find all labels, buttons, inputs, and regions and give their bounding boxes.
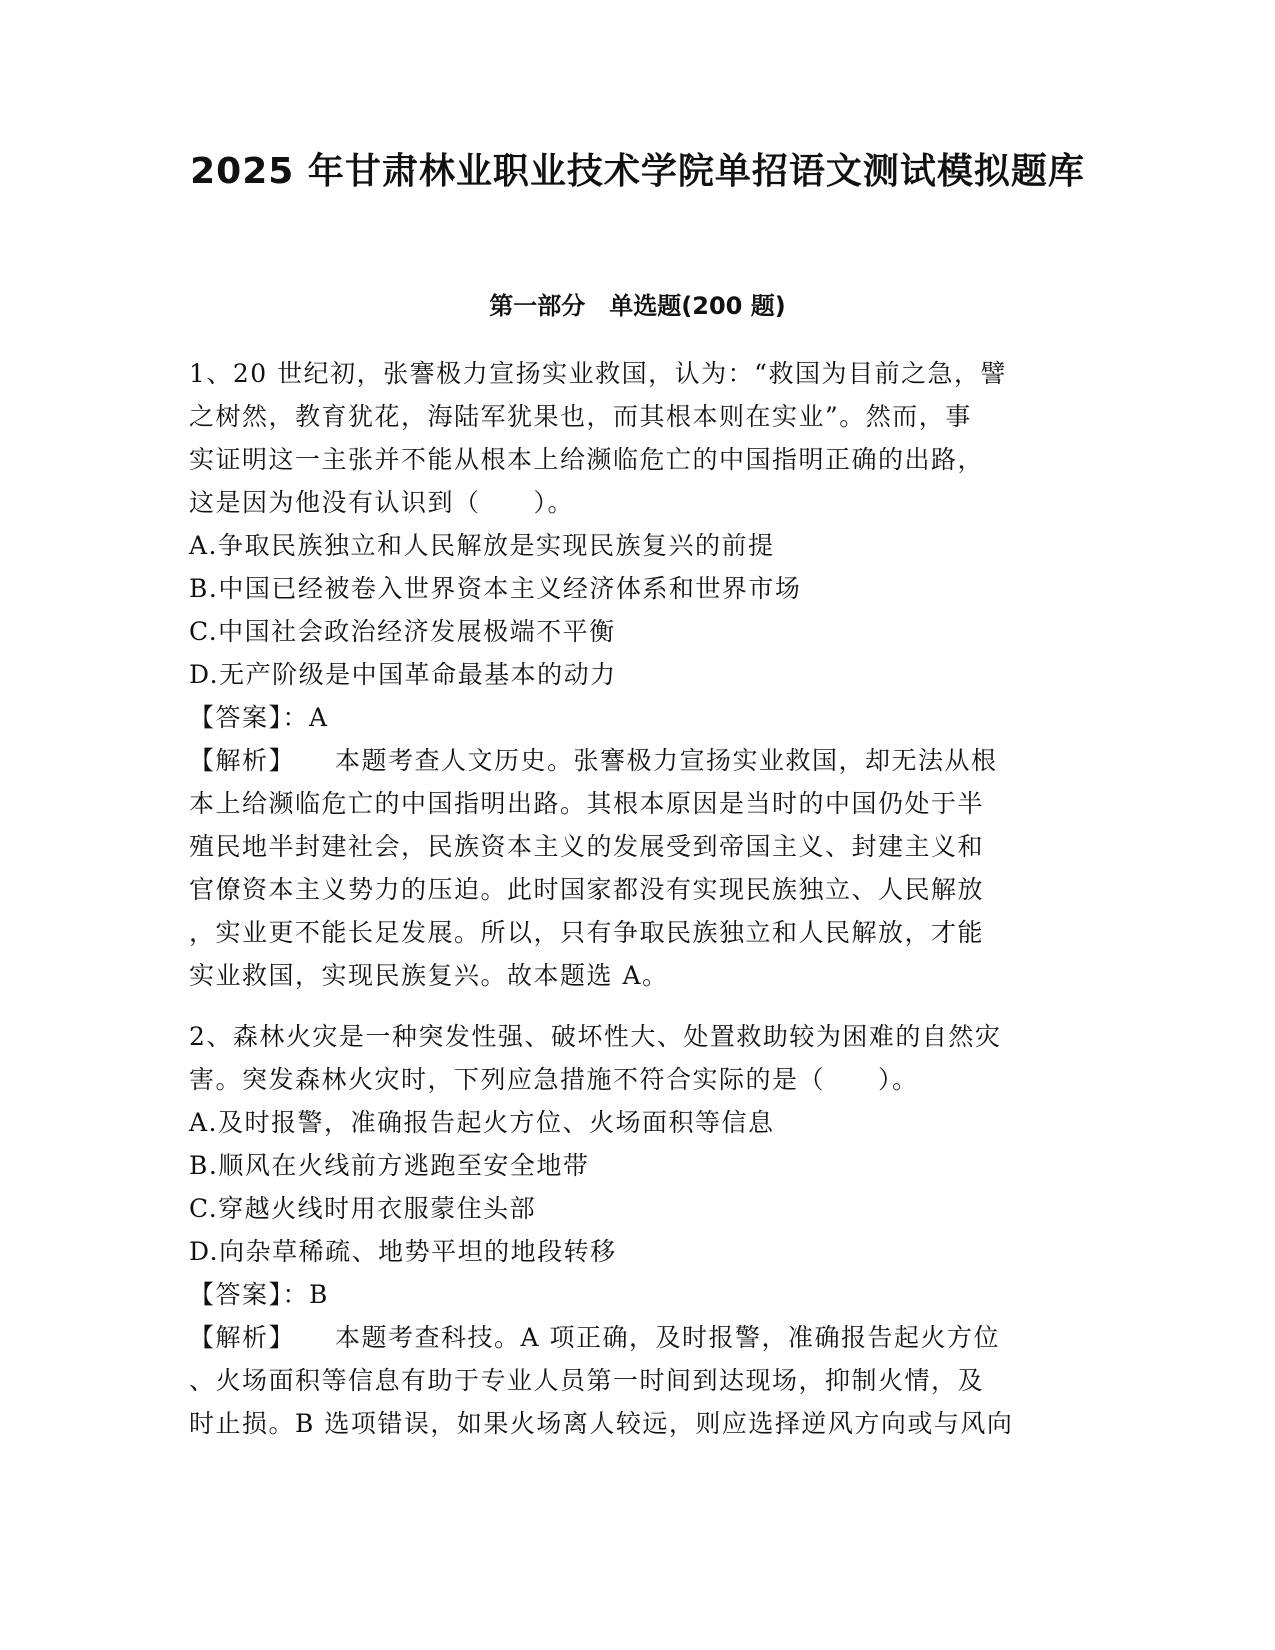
analysis-line: 殖民地半封建社会，民族资本主义的发展受到帝国主义、封建主义和 [189,832,985,861]
answer-label: 【答案】： [189,703,310,732]
analysis-line: 实业救国，实现民族复兴。故本题选 A。 [189,961,669,990]
question-2 [189,1015,1089,1445]
analysis-line: 、火场面积等信息有助于专业人员第一时间到达现场，抑制火情，及 [189,1366,985,1395]
question-list [189,352,1089,1445]
question-stem-line: 1、20 世纪初，张謇极力宣扬实业救国，认为：“救国为目前之急，譬 [189,359,1007,388]
analysis-label: 【解析】 [189,1323,296,1352]
option-a: A.争取民族独立和人民解放是实现民族复兴的前提 [189,531,775,560]
answer-label: 【答案】： [189,1280,310,1309]
analysis-line [189,1316,1089,1359]
question-stem-line: 害。突发森林火灾时，下列应急措施不符合实际的是（ ）。 [189,1065,919,1094]
answer-value: B [309,1280,329,1309]
section-title: 第一部分 单选题(200 题) [489,292,786,320]
option-b: B.中国已经被卷入世界资本主义经济体系和世界市场 [189,574,802,603]
question-stem-line: 2、森林火灾是一种突发性强、破坏性大、处置救助较为困难的自然灾 [189,1022,1002,1051]
analysis-line: 官僚资本主义势力的压迫。此时国家都没有实现民族独立、人民解放 [189,875,985,904]
option-d: D.无产阶级是中国革命最基本的动力 [189,660,617,689]
option-c: C.穿越火线时用衣服蒙住头部 [189,1194,537,1223]
analysis-text: 本题考查科技。A 项正确，及时报警，准确报告起火方位 [335,1323,1001,1352]
analysis-line: ，实业更不能长足发展。所以，只有争取民族独立和人民解放，才能 [189,918,985,947]
analysis-line [189,739,1089,782]
document-title: 2025 年甘肃林业职业技术学院单招语文测试模拟题库 [190,151,1085,192]
analysis-text: 本题考查人文历史。张謇极力宣扬实业救国，却无法从根 [335,746,998,775]
question-1 [189,352,1089,997]
option-d: D.向杂草稀疏、地势平坦的地段转移 [189,1237,617,1266]
option-b: B.顺风在火线前方逃跑至安全地带 [189,1151,590,1180]
option-a: A.及时报警，准确报告起火方位、火场面积等信息 [189,1108,775,1137]
question-spacer [189,997,1089,1015]
analysis-line: 时止损。B 选项错误，如果火场离人较远，则应选择逆风方向或与风向 [189,1409,1014,1438]
question-stem-line: 这是因为他没有认识到（ ）。 [189,488,575,517]
answer-line [189,696,1089,739]
analysis-label: 【解析】 [189,746,296,775]
question-stem-line: 之树然，教育犹花，海陆军犹果也，而其根本则在实业”。然而，事 [189,402,972,431]
analysis-line: 本上给濒临危亡的中国指明出路。其根本原因是当时的中国仍处于半 [189,789,985,818]
option-c: C.中国社会政治经济发展极端不平衡 [189,617,616,646]
answer-line [189,1273,1089,1316]
question-stem-line: 实证明这一主张并不能从根本上给濒临危亡的中国指明正确的出路， [189,445,985,474]
answer-value: A [309,703,329,732]
